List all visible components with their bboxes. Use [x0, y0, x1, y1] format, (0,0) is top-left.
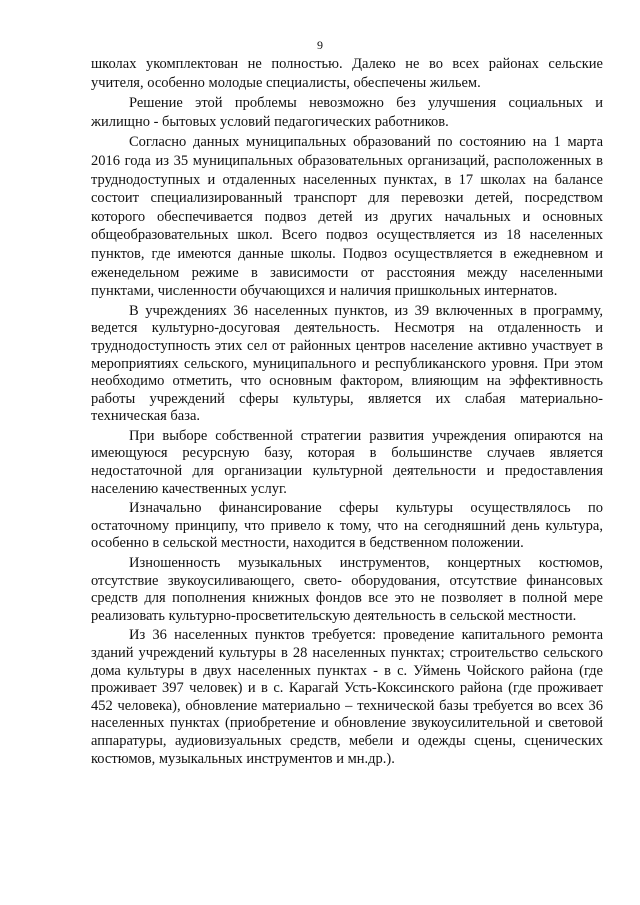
- paragraph-2: Решение этой проблемы невозможно без улучшения социальных и жилищно - бытовых условий педагогических работников.: [91, 95, 603, 130]
- paragraph-3: Согласно данных муниципальных образований по состоянию на 1 марта 2016 года из 35 муниципальных образовательных организаций, расположенных в труднодоступных и отдаленных населенных пунктах, в 17 школах на балансе состоит специализированный транспорт для перевозки детей, посредством которого обеспечивается подвоз детей из других начальных и основных общеобразовательных школ. Всего подвоз осуществляется из 18 населенных пунктов, где имеются данные школы. Подвоз осуществляется в ежедневном и еженедельном режиме в зависимости от расстояния между населенными пунктами, численности обучающихся и наличия пришкольных интернатов.: [91, 134, 603, 300]
- paragraph-5: При выборе собственной стратегии развития учреждения опираются на имеющуюся ресурсную базу, которая в большинстве случаев является недостаточной для организации культурной деятельности и предоставления населению качественных услуг.: [91, 427, 603, 497]
- paragraph-6: Изначально финансирование сферы культуры осуществлялось по остаточному принципу, что привело к тому, что на сегодняшний день культура, особенно в сельской местности, находится в бедственном положении.: [91, 500, 603, 552]
- page-number: 9: [317, 38, 323, 52]
- paragraph-7: Изношенность музыкальных инструментов, концертных костюмов, отсутствие звукоусиливающего, свето- оборудования, отсутствие финансовых средств для пополнения книжных фондов все это не позволяет в полной мере реализовать культурно-просветительскую деятельность в сельской местности.: [91, 555, 603, 624]
- paragraph-1: школах укомплектован не полностью. Далеко не во всех районах сельские учителя, особенно молодые специалисты, обеспечены жильем.: [91, 56, 603, 91]
- paragraph-4: В учреждениях 36 населенных пунктов, из 39 включенных в программу, ведется культурно-досуговая деятельность. Несмотря на отдаленность и труднодоступность этих сел от районных центров население активно участвует в мероприятиях сельского, муниципального и республиканского уровня. При этом необходимо отметить, что основным фактором, влияющим на эффективность работы учреждений сферы культуры, является их слабая материально-техническая база.: [91, 302, 603, 425]
- document-body: [91, 55, 603, 770]
- paragraph-8: Из 36 населенных пунктов требуется: проведение капитального ремонта зданий учреждений культуры в 28 населенных пунктах; строительство сельского дома культуры в двух населенных пунктах - в с. Уймень Чойского района (где проживает 397 человек) и в с. Карагай Усть-Коксинского района (где проживает 452 человека), обновление материально – технической базы требуется во всех 36 населенных пунктах (приобретение и обновление звукоусилительной и световой аппаратуры, аудиовизуальных средств, мебели и одежды сцены, сценических костюмов, музыкальных инструментов и мн.др.).: [91, 627, 603, 767]
